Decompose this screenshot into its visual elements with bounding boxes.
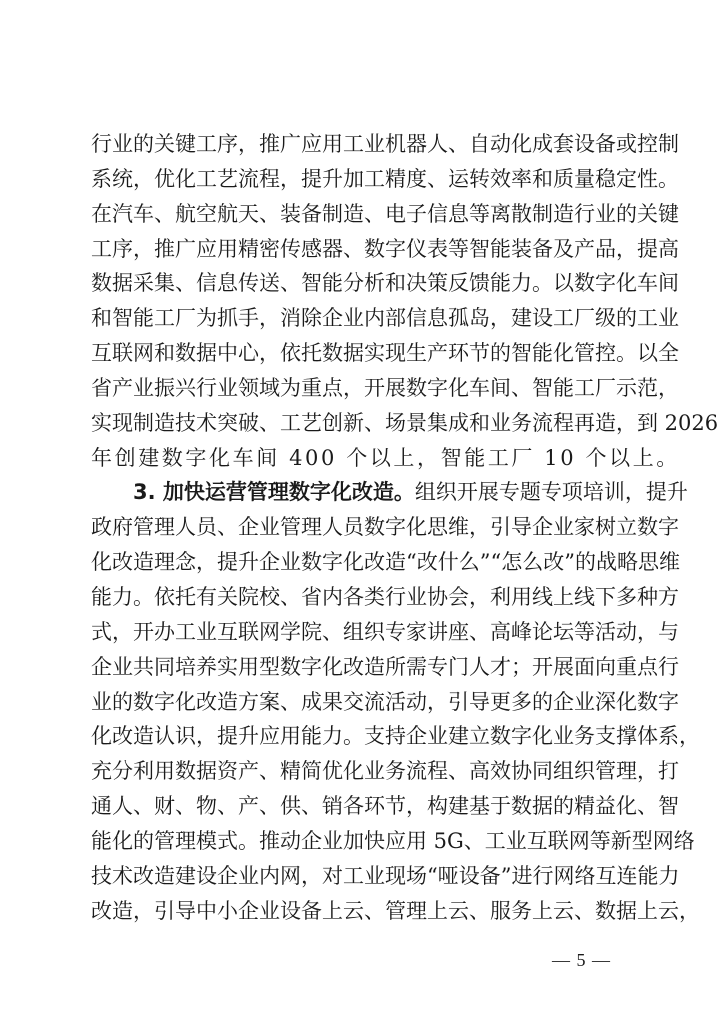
text-line: 企业共同培养实用型数字化改造所需专门人才；开展面向重点行 bbox=[91, 654, 679, 679]
text-line: 数据采集、信息传送、智能分析和决策反馈能力。以数字化车间 bbox=[91, 271, 679, 296]
text-line: 化改造认识，提升应用能力。支持企业建立数字化业务支撑体系， bbox=[91, 724, 700, 749]
text-line: 行业的关键工序，推广应用工业机器人、自动化成套设备或控制 bbox=[91, 132, 679, 156]
text-line: 通人、财、物、产、供、销各环节，构建基于数据的精益化、智 bbox=[91, 794, 679, 819]
text-line: 能化的管理模式。推动企业加快应用 5G、工业互联网等新型网络 bbox=[91, 828, 695, 853]
page-number: — 5 — bbox=[552, 950, 611, 970]
text-line: 在汽车、航空航天、装备制造、电子信息等离散制造行业的关键 bbox=[91, 201, 679, 226]
text-line: 年创建数字化车间 400 个以上，智能工厂 10 个以上。 bbox=[91, 445, 680, 470]
text-line: 实现制造技术突破、工艺创新、场景集成和业务流程再造，到 2026 bbox=[91, 410, 719, 435]
text-line: 系统，优化工艺流程，提升加工精度、运转效率和质量稳定性。 bbox=[91, 166, 679, 191]
text-line: 化改造理念，提升企业数字化改造“改什么”“怎么改”的战略思维 bbox=[91, 550, 680, 575]
text-line: 组织开展专题专项培训，提升 bbox=[414, 480, 688, 505]
text-line: 和智能工厂为抓手，消除企业内部信息孤岛，建设工厂级的工业 bbox=[91, 306, 679, 331]
text-line: 工序，推广应用精密传感器、数字仪表等智能装备及产品，提高 bbox=[91, 236, 679, 261]
text-line: 省产业振兴行业领域为重点，开展数字化车间、智能工厂示范， bbox=[91, 375, 679, 400]
section-heading: 3. 加快运营管理数字化改造。 bbox=[133, 480, 415, 505]
text-line: 改造，引导中小企业设备上云、管理上云、服务上云、数据上云， bbox=[91, 898, 700, 923]
section-heading-line bbox=[91, 475, 688, 510]
text-line: 技术改造建设企业内网，对工业现场“哑设备”进行网络互连能力 bbox=[91, 863, 680, 888]
text-line: 互联网和数据中心，依托数据实现生产环节的智能化管控。以全 bbox=[91, 341, 679, 366]
text-line: 式，开办工业互联网学院、组织专家讲座、高峰论坛等活动，与 bbox=[91, 619, 679, 644]
text-line: 充分利用数据资产、精简优化业务流程、高效协同组织管理，打 bbox=[91, 759, 679, 784]
text-line: 业的数字化改造方案、成果交流活动，引导更多的企业深化数字 bbox=[91, 689, 679, 714]
body-text bbox=[91, 127, 719, 928]
text-line: 政府管理人员、企业管理人员数字化思维，引导企业家树立数字 bbox=[91, 515, 679, 540]
text-line: 能力。依托有关院校、省内各类行业协会，利用线上线下多种方 bbox=[91, 584, 679, 609]
